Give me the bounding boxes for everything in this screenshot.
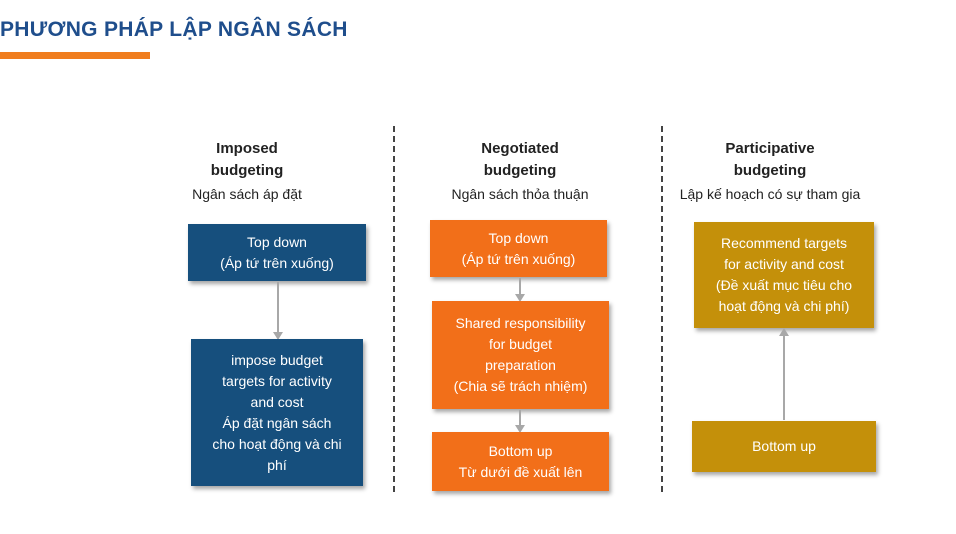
negotiated-bottom-up-box [432,432,609,491]
page-title: PHƯƠNG PHÁP LẬP NGÂN SÁCH [0,18,348,41]
negotiated-bottom-up-label: Bottom up Từ dưới đề xuất lên [458,442,583,480]
negotiated-heading-vi: Ngân sách thỏa thuận [451,186,589,202]
participative-recommend-box [694,222,874,328]
negotiated-shared-label: Shared responsibility for budget preparation (Chia sẽ trách nhiệm) [453,315,588,394]
imposed-targets-label: impose budget targets for activity and cost Áp đặt ngân sách cho hoạt động và chi phí [212,351,342,473]
imposed-heading-vi: Ngân sách áp đặt [192,186,302,202]
imposed-top-down-box [188,224,366,281]
participative-recommend-label: Recommend targets for activity and cost (Đề xuất mục tiêu cho hoạt động và chi phí) [715,235,853,314]
imposed-top-down-label: Top down (Áp tứ trên xuống) [220,233,334,271]
negotiated-top-down-label: Top down (Áp tứ trên xuống) [461,229,576,267]
participative-arrow-up [783,330,785,420]
imposed-targets-box [191,339,363,486]
participative-heading-vi: Lập kế hoạch có sự tham gia [679,186,861,202]
negotiated-top-down-box [430,220,607,277]
participative-bottom-up-box [692,421,876,472]
imposed-heading-en: Imposed budgeting [210,140,284,179]
participative-heading-en: Participative budgeting [725,140,815,179]
negotiated-heading [410,138,630,204]
imposed-heading [137,138,357,204]
negotiated-arrow-1 [519,278,521,300]
negotiated-shared-box [432,301,609,409]
column-divider-left [393,126,395,492]
participative-heading [660,138,880,204]
title-underline [0,52,150,59]
negotiated-arrow-2 [519,410,521,431]
negotiated-heading-en: Negotiated budgeting [481,140,559,179]
imposed-arrow-down [277,282,279,338]
participative-bottom-up-label: Bottom up [752,438,816,454]
